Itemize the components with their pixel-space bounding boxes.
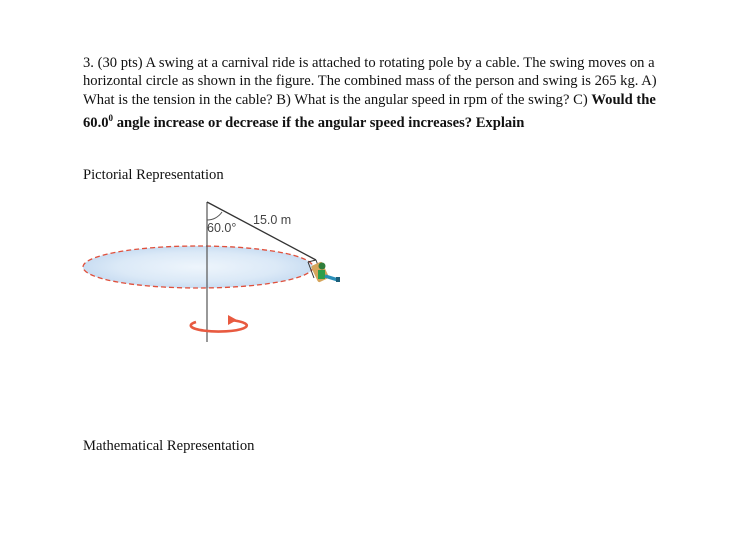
rotation-arrow-icon	[191, 315, 247, 331]
degree-superscript: 0	[108, 112, 114, 123]
angle-label: 60.0°	[207, 221, 237, 235]
pictorial-heading: Pictorial Representation	[83, 167, 224, 183]
swing-diagram	[78, 196, 358, 346]
mathematical-heading: Mathematical Representation	[83, 438, 255, 454]
cable-length-label: 15.0 m	[253, 213, 292, 227]
problem-text: A swing at a carnival ride is attached to rotating pole by a cable. The swing moves on a horizontal circle as shown in the figure. The combined mass of the person and swing is 265 kg. A) What is the tension in the cable? B) What is the angular speed in rpm of the swing? C)	[83, 55, 657, 108]
angle-arc	[207, 212, 222, 220]
problem-bold-question: Would the 60.0$^0$ angle increase or decrease if the angular speed increases? Explain	[83, 91, 656, 131]
problem-points: (30 pts)	[97, 55, 143, 71]
swing-figure	[78, 196, 358, 346]
problem-statement	[83, 54, 675, 132]
problem-number: 3.	[83, 55, 94, 71]
swing-seat-icon	[308, 260, 340, 283]
